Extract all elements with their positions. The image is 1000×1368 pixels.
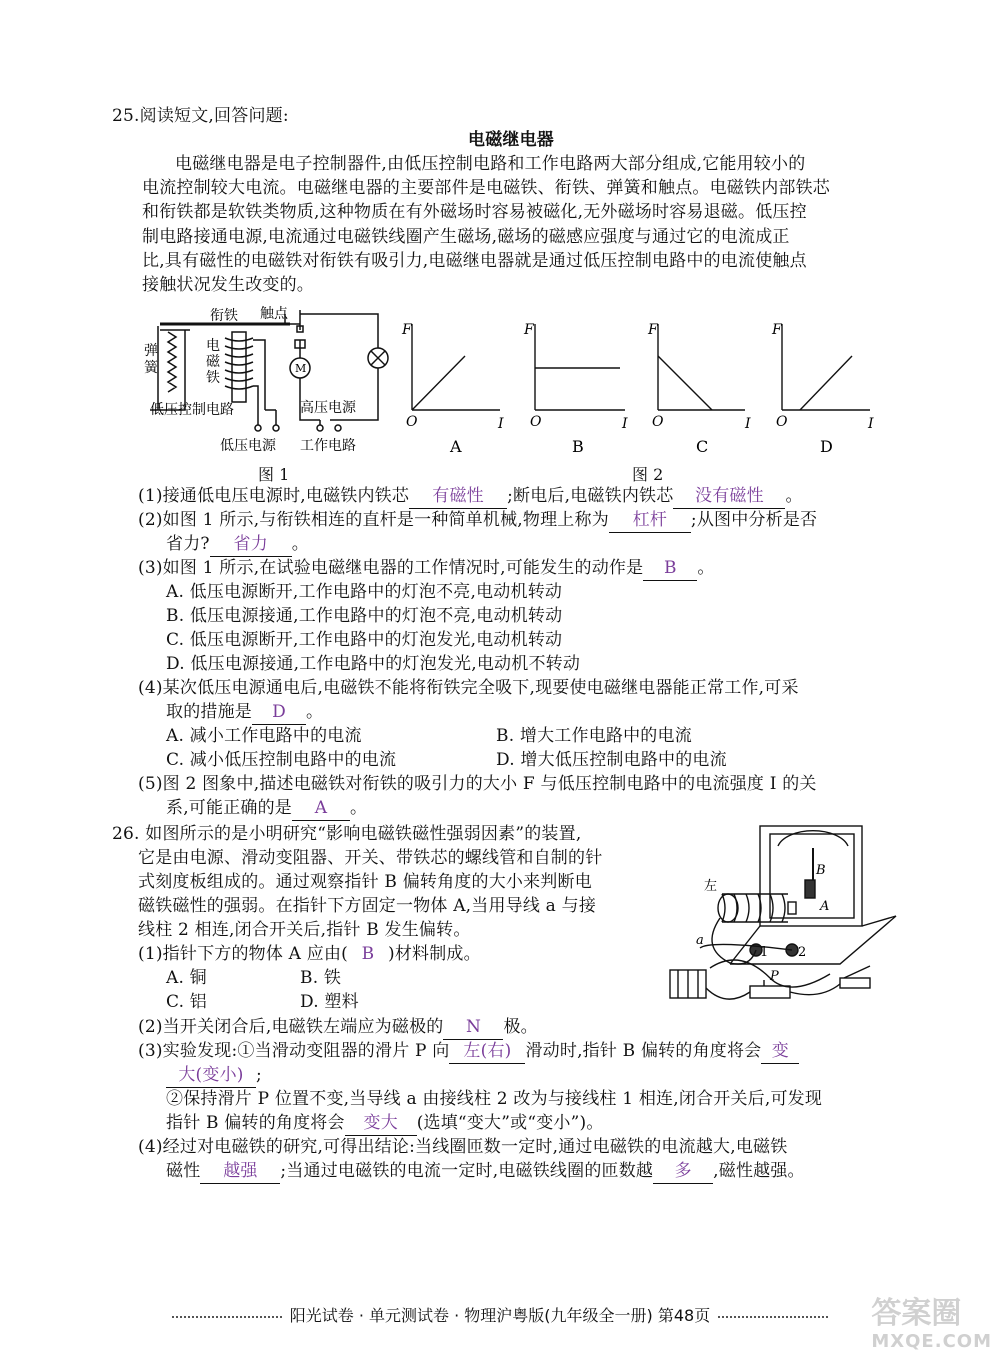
q26-s1-opt-d: D. 塑料 (300, 992, 359, 1012)
fig1-caption: 图 1 (258, 465, 290, 484)
footer-dots-right (718, 1316, 828, 1318)
fig1-high-source-label: 高压电源 (300, 400, 356, 416)
q25-s3-opt-d: D. 低压电源接通,工作电路中的灯泡发光,电动机不转动 (166, 654, 581, 674)
page-footer (120, 1303, 880, 1326)
q26-s2-answer: N (443, 1015, 503, 1040)
q25-s4-opt-d: D. 增大低压控制电路中的电流 (496, 750, 727, 770)
graph-a-axis-y: F (402, 322, 412, 338)
fig26-wire-label: a (696, 933, 704, 948)
graph-a-origin: O (406, 414, 418, 430)
q26-line-0: 26. 如图所示的是小明研究“影响电磁铁磁性强弱因素”的装置, (112, 824, 582, 844)
q26-s3-part2: ②保持滑片 P 位置不变,当导线 a 由接线柱 2 改为与接线柱 1 相连,闭合开关后,可发现 (166, 1089, 823, 1109)
graph-b-label: B (572, 437, 584, 456)
q25-para-5: 接触状况发生改变的。 (142, 275, 314, 295)
fig1-motor-label: M (295, 362, 307, 375)
q25-s2-answer-1: 杠杆 (609, 508, 691, 533)
q25-s4: (4)某次低压电源通电后,电磁铁不能将衔铁完全吸下,现要使电磁继电器能正常工作,可采 (138, 678, 799, 698)
q25-s3: (3)如图 1 所示,在试验电磁继电器的工作情况时,可能发生的动作是 B 。 (138, 556, 715, 581)
fig26-a-label: A (820, 899, 830, 914)
q26-s1: (1)指针下方的物体 A 应由( B )材料制成。 (138, 944, 481, 964)
q25-s4-cont: 取的措施是 D 。 (166, 700, 323, 725)
q25-s4-opt-a: A. 减小工作电路中的电流 (166, 726, 362, 746)
q25-s5-answer: A (292, 796, 350, 821)
q25-header: 25.阅读短文,回答问题: (112, 106, 289, 126)
graph-b-origin: O (530, 414, 542, 430)
footer-dots-left (172, 1316, 282, 1318)
q25-s1-answer-2: 没有磁性 (673, 484, 785, 509)
q25-para-0: 电磁继电器是电子控制器件,由低压控制电路和工作电路两大部分组成,它能用较小的 (175, 154, 806, 174)
fig26-p-label: P (770, 969, 779, 984)
q25-para-4: 比,具有磁性的电磁铁对衔铁有吸引力,电磁继电器就是通过低压控制电路中的电流使触点 (142, 251, 807, 271)
fig1-armature-label: 衔铁 (210, 308, 238, 324)
q25-para-3: 制电路接通电源,电流通过电磁铁线圈产生磁场,磁场的磁感应强度与通过它的电流成正 (142, 227, 790, 247)
fig1-contact-label: 触点 (260, 306, 288, 322)
graph-b-axis-y: F (524, 322, 534, 338)
q26-s3: (3)实验发现:①当滑动变阻器的滑片 P 向 左(右) 滑动时,指针 B 偏转的角度将会 变 (138, 1039, 799, 1064)
q25-s2-cont: 省力? 省力 。 (166, 532, 309, 557)
q25-s2: (2)如图 1 所示,与衔铁相连的直杆是一种简单机械,物理上称为 杠杆 ;从图中分析是否 (138, 508, 817, 533)
fig26-left-label: 左 (704, 879, 718, 894)
q25-s5-cont: 系,可能正确的是 A 。 (166, 796, 367, 821)
q25-s1-answer-1: 有磁性 (409, 484, 507, 509)
q26-s4-cont: 磁性 越强 ;当通过电磁铁的电流一定时,电磁铁线圈的匝数越 多 ,磁性越强。 (166, 1159, 805, 1184)
fig26-b-label: B (816, 863, 826, 878)
q26-s3-answer-2a: 变 (761, 1039, 799, 1064)
graph-d-label: D (820, 437, 833, 456)
graph-a-label: A (450, 437, 462, 456)
q26-s4-answer-2: 多 (653, 1159, 713, 1184)
q25-s4-opt-b: B. 增大工作电路中的电流 (496, 726, 692, 746)
q26-line-4: 线柱 2 相连,闭合开关后,指针 B 发生偏转。 (138, 920, 471, 940)
graph-d-axis-x: I (868, 416, 874, 432)
electromagnet-apparatus-figure (660, 818, 900, 1030)
q25-para-1: 电流控制较大电流。电磁继电器的主要部件是电磁铁、衔铁、弹簧和触点。电磁铁内部铁芯 (142, 178, 830, 198)
q25-s4-answer: D (252, 700, 306, 725)
q26-line-1: 它是由电源、滑动变阻器、开关、带铁芯的螺线管和自制的针 (138, 848, 603, 868)
q25-s3-answer: B (643, 556, 697, 581)
watermark-logo: 答案圈 MXQE.COM (871, 1296, 992, 1352)
graph-c-axis-y: F (648, 322, 658, 338)
fig1-magnet-label-1: 电 (206, 338, 220, 354)
q26-s3-answer-1: 左(右) (449, 1039, 525, 1064)
q26-s4: (4)经过对电磁铁的研究,可得出结论:当线圈匝数一定时,通过电磁铁的电流越大,电磁铁 (138, 1137, 788, 1157)
graph-a-axis-x: I (498, 416, 504, 432)
q26-line-2: 式刻度板组成的。通过观察指针 B 偏转角度的大小来判断电 (138, 872, 592, 892)
graph-c-axis-x: I (745, 416, 751, 432)
q26-s3-part2-cont: 指针 B 偏转的角度将会 变大 (选填“变大”或“变小”)。 (166, 1111, 604, 1136)
graph-b-axis-x: I (622, 416, 628, 432)
q25-s3-opt-a: A. 低压电源断开,工作电路中的灯泡不亮,电动机转动 (166, 582, 563, 602)
fig1-low-circuit-label: 低压控制电路 (150, 402, 234, 418)
q26-s3-answer-2b: 大(变小) (166, 1063, 256, 1088)
q25-title: 电磁继电器 (468, 130, 554, 150)
q26-s1-opt-a: A. 铜 (166, 968, 207, 988)
q25-s5: (5)图 2 图象中,描述电磁铁对衔铁的吸引力的大小 F 与低压控制电路中的电流强度 I 的关 (138, 774, 817, 794)
q26-s1-answer: B (361, 944, 375, 964)
relay-circuit-diagram (140, 300, 400, 460)
q26-line-3: 磁铁磁性的强弱。在指针下方固定一物体 A,当用导线 a 与接 (138, 896, 597, 916)
q26-s2: (2)当开关闭合后,电磁铁左端应为磁极的 N 极。 (138, 1015, 538, 1040)
q25-s3-opt-c: C. 低压电源断开,工作电路中的灯泡发光,电动机转动 (166, 630, 563, 650)
fig2-caption: 图 2 (632, 465, 664, 484)
q25-s4-opt-c: C. 减小低压控制电路中的电流 (166, 750, 397, 770)
fig26-terminal-1: 1 (760, 945, 769, 960)
fig1-work-circuit-label: 工作电路 (300, 438, 356, 454)
q26-s3-answer-3: 变大 (345, 1111, 417, 1136)
graph-d-axis-y: F (772, 322, 782, 338)
q25-para-2: 和衔铁都是软铁类物质,这种物质在有外磁场时容易被磁化,无外磁场时容易退磁。低压控 (142, 202, 807, 222)
graph-c-origin: O (652, 414, 664, 430)
fig1-spring-label-2: 簧 (144, 360, 158, 376)
graph-d-origin: O (776, 414, 788, 430)
q26-s4-answer-1: 越强 (200, 1159, 280, 1184)
q26-s1-opt-b: B. 铁 (300, 968, 342, 988)
q25-s2-answer-2: 省力 (210, 532, 292, 557)
q26-s1-opt-c: C. 铝 (166, 992, 208, 1012)
fig1-magnet-label-3: 铁 (206, 370, 220, 386)
fig26-terminal-2: 2 (798, 945, 807, 960)
force-current-graphs (400, 318, 890, 458)
q26-s3-cont: 大(变小) ; (166, 1063, 262, 1088)
fig1-spring-label-1: 弹 (144, 343, 158, 359)
fig1-low-source-label: 低压电源 (220, 438, 276, 454)
q25-s3-opt-b: B. 低压电源接通,工作电路中的灯泡不亮,电动机转动 (166, 606, 563, 626)
q25-s1: (1)接通低电压电源时,电磁铁内铁芯 有磁性 ;断电后,电磁铁内铁芯 没有磁性 。 (138, 484, 803, 509)
fig1-magnet-label-2: 磁 (206, 354, 220, 370)
footer-text: 阳光试卷 · 单元测试卷 · 物理沪粤版(九年级全一册) 第48页 (289, 1306, 711, 1325)
graph-c-label: C (696, 437, 709, 456)
